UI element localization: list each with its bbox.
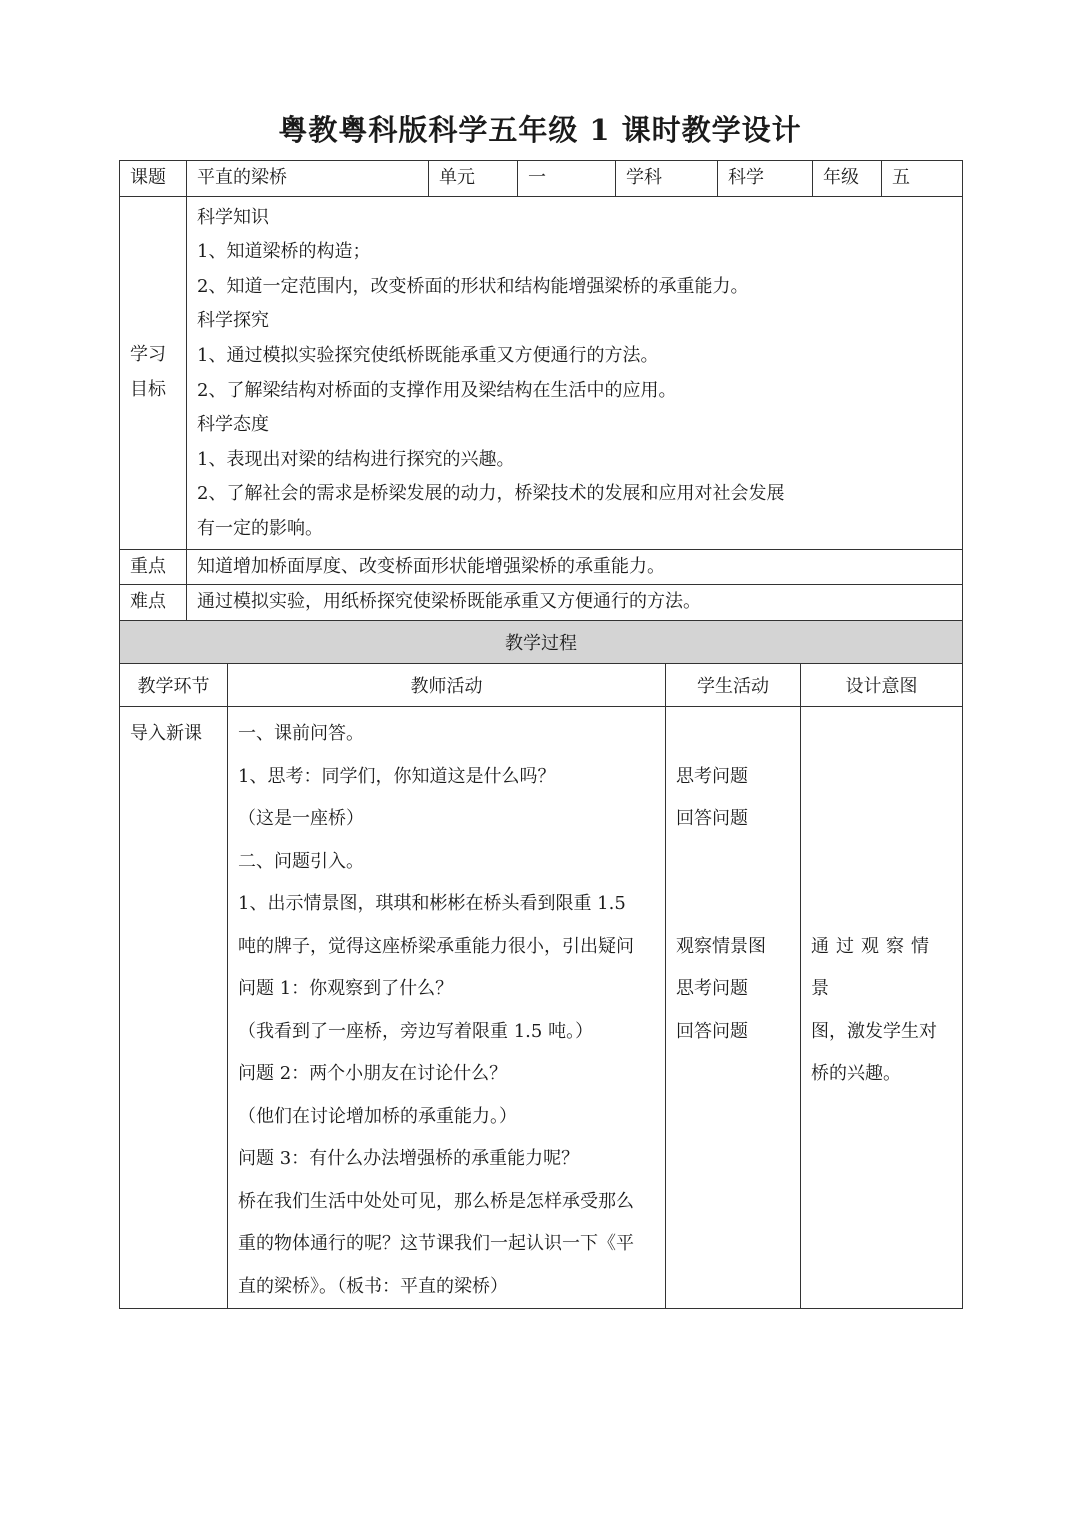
document-title: 粤教粤科版科学五年级 1 课时教学设计 [278,113,802,147]
column-header-stage: 教学环节 [120,664,228,707]
student-line: 思考问题 [676,978,748,999]
key-point-row [120,549,963,585]
column-header-student: 学生活动 [666,664,801,707]
teacher-line: 问题 3：有什么办法增强桥的承重能力呢？ [238,1148,580,1169]
unit-value: 一 [518,161,616,197]
student-line: 思考问题 [676,765,748,787]
goals-label-line: 学习 [130,343,166,365]
difficulty-text: 通过模拟实验，用纸桥探究使梁桥既能承重又方便通行的方法。 [187,585,963,621]
goal-line: 2、知道一定范围内，改变桥面的形状和结构能增强梁桥的承重能力。 [197,275,749,297]
student-line [676,883,790,926]
teacher-line: （这是一座桥） [238,808,364,829]
teacher-activity-cell [228,707,666,1309]
goal-line: 1、知道梁桥的构造； [197,241,371,263]
student-activity-cell [666,707,801,1309]
teacher-line: 问题 2：两个小朋友在讨论什么？ [238,1063,508,1084]
teacher-line: （他们在讨论增加桥的承重能力。） [238,1105,517,1127]
goals-content [187,196,963,549]
difficulty-label: 难点 [120,585,187,621]
key-point-text: 知道增加桥面厚度、改变桥面形状能增强梁桥的承重能力。 [187,549,963,585]
intent-line: 通过观察情景 [811,935,936,999]
goals-label-line: 目标 [130,378,166,400]
intent-line: 桥的兴趣。 [811,1063,901,1084]
unit-label: 单元 [429,161,518,197]
student-line: 回答问题 [676,808,748,829]
stage-text: 导入新课 [130,723,202,744]
goal-line: 1、通过模拟实验探究使纸桥既能承重又方便通行的方法。 [197,344,659,366]
teacher-line: 吨的牌子，觉得这座桥梁承重能力很小，引出疑问 [238,935,634,957]
student-line: 回答问题 [676,1020,748,1042]
teacher-line: 直的梁桥》。（板书：平直的梁桥） [238,1275,508,1297]
goals-label [120,196,187,549]
lesson-info-table [119,160,963,621]
goal-line: 科学探究 [197,310,269,332]
teacher-line: 1、出示情景图，琪琪和彬彬在桥头看到限重 1.5 [238,893,626,914]
student-line [676,841,790,884]
goal-line: 有一定的影响。 [197,517,323,539]
intent-line [811,756,952,799]
grade-value: 五 [882,161,963,197]
grade-label: 年级 [813,161,882,197]
intent-line [811,713,952,756]
teacher-line: 问题 1：你观察到了什么？ [238,978,454,999]
column-header-intent: 设计意图 [801,664,963,707]
teacher-line: 二、问题引入。 [238,850,364,872]
stage-cell [120,707,228,1309]
student-line [676,713,790,756]
teacher-line: 一、课前问答。 [238,723,364,744]
intent-line [811,841,952,884]
subject-label: 学科 [616,161,718,197]
intent-line [811,798,952,841]
goal-line: 科学态度 [197,414,269,436]
process-header: 教学过程 [120,621,963,664]
intent-line [811,883,952,926]
teacher-line: 重的物体通行的呢？这节课我们一起认识一下《平 [238,1233,634,1254]
difficulty-row [120,585,963,621]
teacher-line: 桥在我们生活中处处可见，那么桥是怎样承受那么 [238,1190,634,1212]
goal-line: 2、了解社会的需求是桥梁发展的动力，桥梁技术的发展和应用对社会发展 [197,483,785,505]
design-intent-cell [801,707,963,1309]
goal-line: 科学知识 [197,206,269,228]
goal-line: 1、表现出对梁的结构进行探究的兴趣。 [197,448,515,470]
goals-row [120,196,963,549]
info-row [120,161,963,197]
teacher-line: （我看到了一座桥，旁边写着限重 1.5 吨。） [238,1020,594,1042]
teaching-process-table [119,620,963,1309]
process-column-headers [120,664,963,707]
column-header-teacher: 教师活动 [228,664,666,707]
key-point-label: 重点 [120,549,187,585]
student-line: 观察情景图 [676,935,766,957]
subject-value: 科学 [718,161,813,197]
lesson-label: 课题 [120,161,187,197]
lesson-value: 平直的梁桥 [187,161,429,197]
goal-line: 2、了解梁结构对桥面的支撑作用及梁结构在生活中的应用。 [197,379,677,401]
teacher-line: 1、思考：同学们，你知道这是什么吗？ [238,765,556,787]
intent-line: 图，激发学生对 [811,1020,937,1042]
process-row [120,707,963,1309]
